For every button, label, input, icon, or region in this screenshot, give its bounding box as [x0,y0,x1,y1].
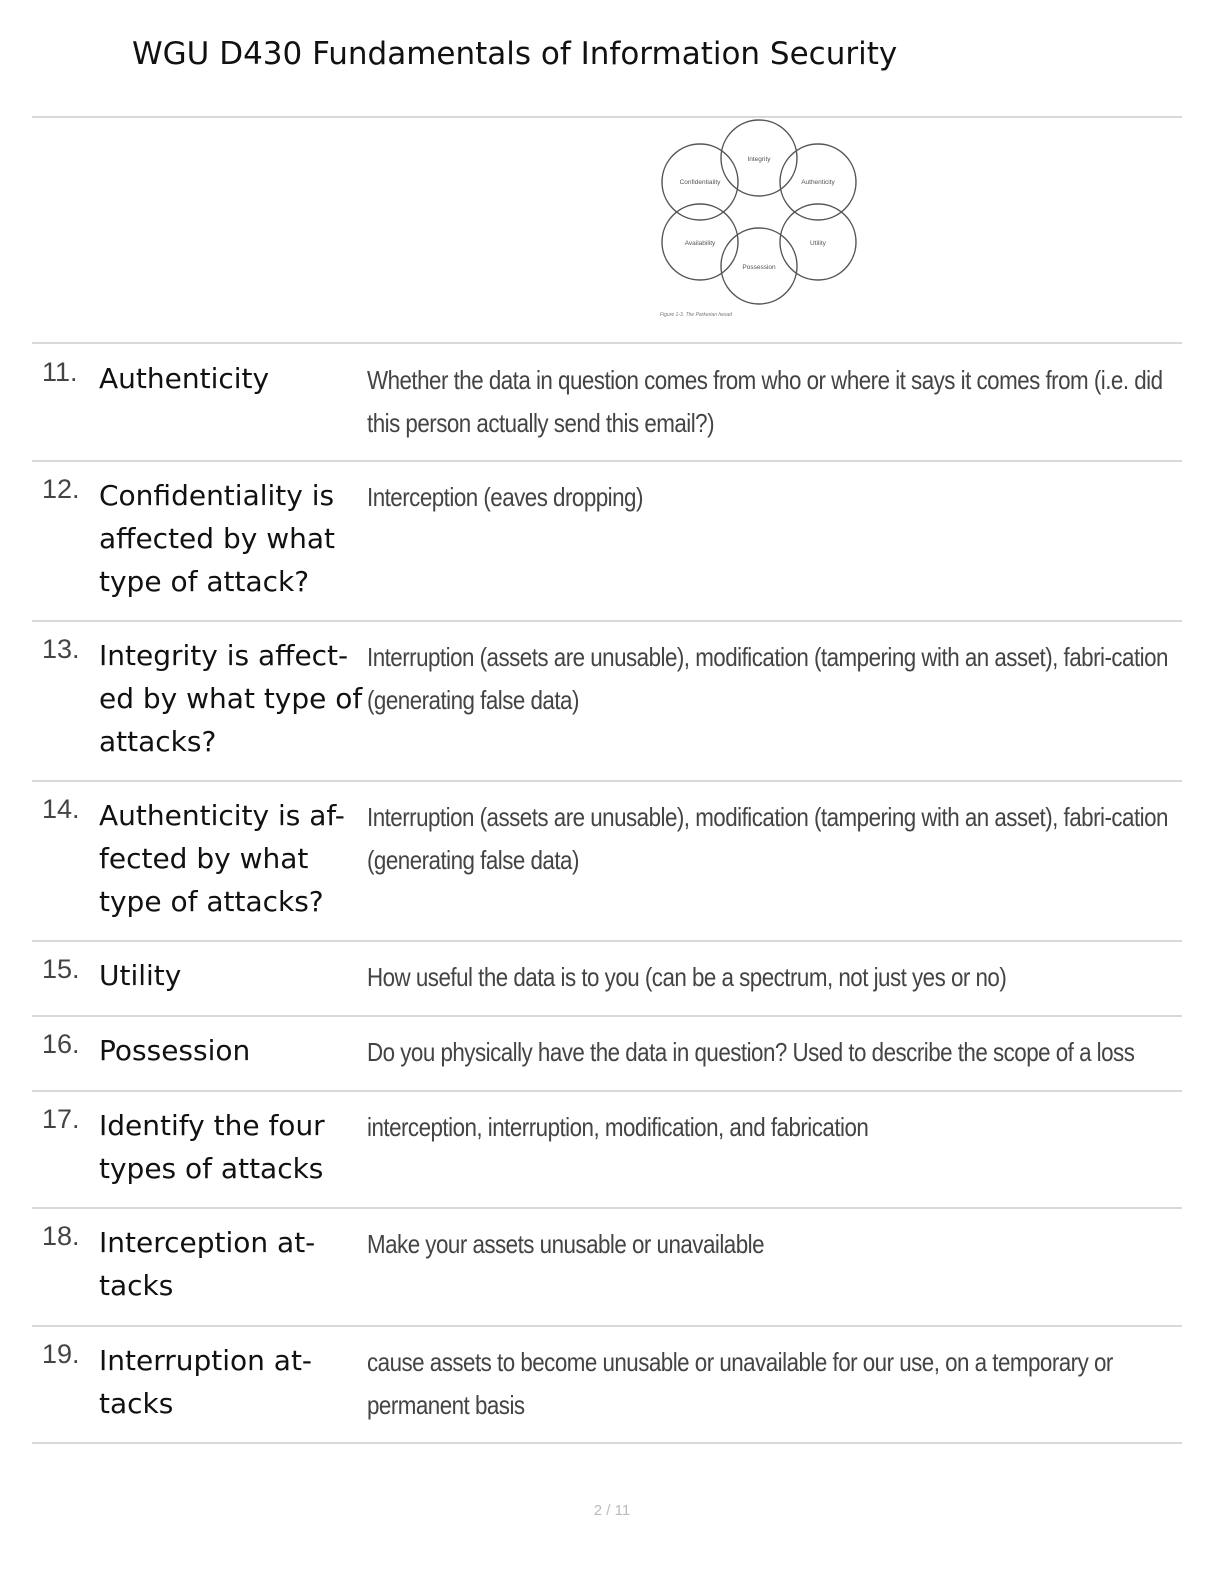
card-definition: How useful the data is to you (can be a spectrum, not just yes or no) [367,962,1007,992]
card-term: Confidentiality is affected by what type of attack? [99,479,335,598]
figure-label: Authenticity [801,179,835,186]
card-definition: Interruption (assets are unusable), modification (tampering with an asset), fabri-cation (generating false data) [367,802,1168,875]
divider [32,780,1182,782]
divider [32,1325,1182,1327]
divider [32,342,1182,344]
card-number: 19. [42,1339,80,1369]
divider [32,1090,1182,1092]
card-term: Authenticity is af-fected by what type of attacks? [99,799,345,918]
page-number: 2 / 11 [593,1502,631,1519]
figure-label: Utility [810,240,826,247]
card-number: 16. [42,1029,80,1059]
figure-caption: Figure 1-3. The Parkerian hexad [660,312,732,318]
card-term: Possession [99,1034,251,1067]
card-term: Identify the four types of attacks [99,1109,325,1185]
divider [32,460,1182,462]
card-number: 17. [42,1104,80,1134]
card-number: 12. [42,474,80,504]
card-term: Integrity is affect-ed by what type of attacks? [99,639,363,758]
card-definition: Do you physically have the data in question? Used to describe the scope of a loss [367,1037,1135,1067]
parkerian-hexad-figure [650,118,870,324]
divider [32,620,1182,622]
card-number: 18. [42,1221,80,1251]
card-term: Utility [99,959,182,992]
card-definition: interception, interruption, modification, and fabrication [367,1112,869,1142]
card-term: Interception at-tacks [99,1226,316,1302]
divider [32,1207,1182,1209]
card-number: 14. [42,794,80,824]
figure-label: Possession [742,264,776,271]
card-term: Interruption at-tacks [99,1344,313,1420]
divider [32,1015,1182,1017]
divider [32,116,1182,118]
card-number: 15. [42,954,80,984]
card-term: Authenticity [99,362,270,395]
figure-label: Integrity [747,156,771,163]
divider [32,940,1182,942]
figure-label: Availability [684,240,716,247]
card-definition: Make your assets unusable or unavailable [367,1229,764,1259]
card-definition: cause assets to become unusable or unavailable for our use, on a temporary or permanent basis [367,1347,1113,1420]
page-title: WGU D430 Fundamentals of Information Security [132,36,898,72]
figure-label: Confidentiality [679,179,721,186]
divider [32,1442,1182,1444]
card-definition: Interruption (assets are unusable), modification (tampering with an asset), fabri-cation (generating false data) [367,642,1168,715]
card-number: 13. [42,634,80,664]
card-definition: Whether the data in question comes from who or where it says it comes from (i.e. did this person actually send this email?) [367,365,1163,438]
card-definition: Interception (eaves dropping) [367,482,643,512]
card-number: 11. [42,357,78,387]
